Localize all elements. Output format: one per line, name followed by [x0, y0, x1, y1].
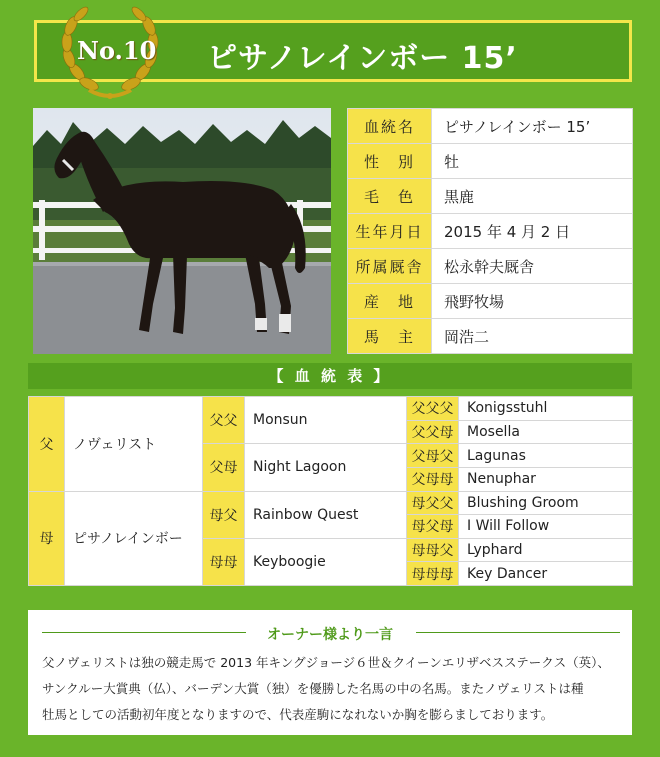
owner-comment-text [42, 650, 624, 728]
sds-name: Lagunas [459, 444, 633, 468]
dss-name: Blushing Groom [459, 491, 633, 515]
dsd-name: I Will Follow [459, 515, 633, 539]
sire-label: 父 [29, 397, 65, 492]
profile-row-sex [348, 144, 633, 179]
sd-name: Night Lagoon [245, 444, 407, 491]
owner-comment-box [28, 610, 632, 735]
comment-line: サンクルー大賞典（仏）、バーデン大賞（独）を優勝した名馬の中の名馬。またノヴェリストは種 [42, 681, 584, 696]
horse-photo [33, 108, 331, 354]
profile-value: 松永幹夫厩舎 [432, 249, 633, 284]
sss-name: Konigsstuhl [459, 397, 633, 421]
pedigree-heading: 【 血 統 表 】 [28, 363, 632, 389]
sds-label: 父母父 [407, 444, 459, 468]
profile-value: ピサノレインボー 15’ [432, 109, 633, 144]
profile-value: 岡浩二 [432, 319, 633, 354]
dsd-label: 母父母 [407, 515, 459, 539]
horse-title: ピサノレインボー 15’ [207, 41, 518, 76]
ss-label: 父父 [203, 397, 245, 444]
profile-table [347, 108, 633, 354]
sire-name: ノヴェリスト [65, 397, 203, 492]
profile-value: 2015 年 4 月 2 日 [432, 214, 633, 249]
ds-label: 母父 [203, 491, 245, 538]
profile-row-birthdate [348, 214, 633, 249]
laurel-badge [55, 2, 165, 102]
dam-label: 母 [29, 491, 65, 586]
profile-value: 牡 [432, 144, 633, 179]
pedigree-row [29, 491, 633, 515]
owner-comment-title: オーナー様より一言 [267, 627, 393, 643]
profile-row-name [348, 109, 633, 144]
profile-key: 毛 色 [348, 179, 432, 214]
profile-key: 馬 主 [348, 319, 432, 354]
ssd-label: 父父母 [407, 420, 459, 444]
badge-number: No.10 [77, 36, 157, 65]
profile-value: 飛野牧場 [432, 284, 633, 319]
ddd-label: 母母母 [407, 562, 459, 586]
dam-name: ピサノレインボー [65, 491, 203, 586]
profile-row-stable [348, 249, 633, 284]
dds-label: 母母父 [407, 538, 459, 562]
dd-name: Keyboogie [245, 538, 407, 585]
sss-label: 父父父 [407, 397, 459, 421]
pedigree-row [29, 397, 633, 421]
profile-key: 性 別 [348, 144, 432, 179]
sdd-label: 父母母 [407, 467, 459, 491]
profile-value: 黒鹿 [432, 179, 633, 214]
ds-name: Rainbow Quest [245, 491, 407, 538]
profile-row-origin [348, 284, 633, 319]
profile-row-color [348, 179, 633, 214]
sd-label: 父母 [203, 444, 245, 491]
comment-line: 父ノヴェリストは独の競走馬で 2013 年キングジョージ６世＆クイーンエリザベスステークス（英）、 [42, 655, 610, 670]
profile-key: 産 地 [348, 284, 432, 319]
profile-key: 血統名 [348, 109, 432, 144]
dss-label: 母父父 [407, 491, 459, 515]
ssd-name: Mosella [459, 420, 633, 444]
dds-name: Lyphard [459, 538, 633, 562]
profile-key: 生年月日 [348, 214, 432, 249]
comment-line: 牡馬としての活動初年度となりますので、代表産駒になれないか胸を膨らましております。 [42, 707, 554, 722]
sdd-name: Nenuphar [459, 467, 633, 491]
ddd-name: Key Dancer [459, 562, 633, 586]
profile-key: 所属厩舎 [348, 249, 432, 284]
profile-row-owner [348, 319, 633, 354]
dd-label: 母母 [203, 538, 245, 585]
pedigree-table [28, 396, 633, 586]
ss-name: Monsun [245, 397, 407, 444]
